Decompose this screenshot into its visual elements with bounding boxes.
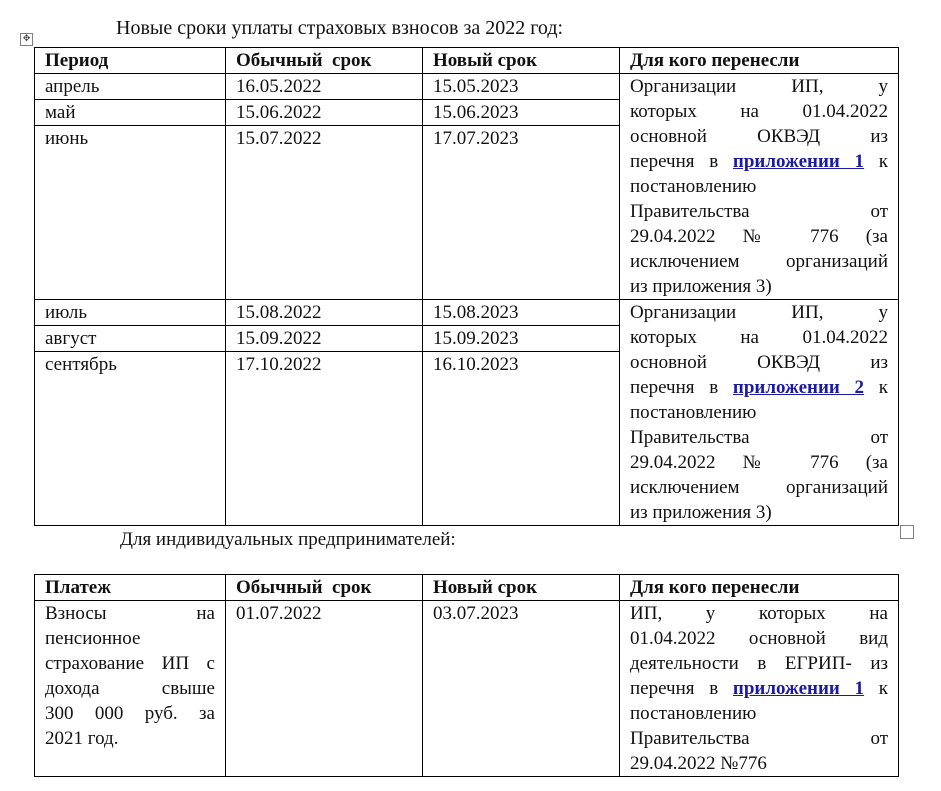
who-line-with-link [630, 149, 888, 174]
new-deadline-cell: 03.07.2023 [423, 601, 620, 777]
usual-deadline-cell: 15.08.2022 [226, 300, 423, 326]
header-who: Для кого перенесли [620, 575, 899, 601]
new-deadline-cell: 15.06.2023 [423, 100, 620, 126]
who-line: из приложения 3) [630, 276, 772, 297]
entrepreneurs-deadlines-table [34, 574, 899, 777]
page-title: Новые сроки уплаты страховых взносов за 2022 год: [116, 17, 564, 39]
who-line-with-link [630, 375, 888, 400]
appendix-2-link[interactable]: приложении 2 [732, 377, 865, 398]
payment-cell [35, 601, 226, 777]
who-text: перечня в [630, 678, 733, 699]
who-text: перечня в [630, 151, 733, 172]
who-line-with-link [630, 676, 888, 701]
who-line: из приложения 3) [630, 502, 772, 523]
new-deadline-cell: 15.08.2023 [423, 300, 620, 326]
usual-deadline-cell: 15.07.2022 [226, 126, 423, 300]
payment-line: страхование ИП с [45, 653, 215, 674]
appendix-1-link[interactable]: приложении 1 [732, 151, 865, 172]
who-line: которых на 01.04.2022 [630, 327, 888, 348]
table-row [35, 74, 899, 100]
who-cell [620, 74, 899, 300]
period-cell: апрель [35, 74, 226, 100]
who-text: к [864, 151, 888, 172]
table-resize-handle-icon[interactable] [900, 525, 914, 539]
header-period: Период [35, 48, 226, 74]
header-who: Для кого перенесли [620, 48, 899, 74]
period-cell: август [35, 326, 226, 352]
who-cell [620, 300, 899, 526]
table-row [35, 601, 899, 777]
header-usual-deadline: Обычный срок [226, 48, 423, 74]
new-deadline-cell: 17.07.2023 [423, 126, 620, 300]
table-header-row [35, 575, 899, 601]
who-cell [620, 601, 899, 777]
usual-deadline-cell: 01.07.2022 [226, 601, 423, 777]
insurance-deadlines-table [34, 47, 899, 526]
table-header-row [35, 48, 899, 74]
payment-line: 2021 год. [45, 728, 119, 749]
who-line: 29.04.2022 №776 [630, 753, 767, 774]
usual-deadline-cell: 17.10.2022 [226, 352, 423, 526]
payment-line: пенсионное [45, 628, 141, 649]
who-line: постановлению [630, 176, 757, 197]
who-line: постановлению [630, 703, 757, 724]
who-line: 29.04.2022 № 776 (за [630, 226, 888, 247]
payment-line: 300 000 руб. за [45, 703, 215, 724]
usual-deadline-cell: 16.05.2022 [226, 74, 423, 100]
who-text: перечня в [630, 377, 733, 398]
who-line: исключением организаций [630, 477, 888, 498]
who-text: к [864, 678, 888, 699]
who-line: деятельности в ЕГРИП- из [630, 653, 888, 674]
new-deadline-cell: 15.05.2023 [423, 74, 620, 100]
payment-line: Взносы на [45, 603, 215, 624]
header-new-deadline: Новый срок [423, 575, 620, 601]
header-payment: Платеж [35, 575, 226, 601]
who-line: Организации ИП, у [630, 76, 888, 97]
header-usual-deadline: Обычный срок [226, 575, 423, 601]
new-deadline-cell: 15.09.2023 [423, 326, 620, 352]
who-line: Организации ИП, у [630, 302, 888, 323]
who-line: Правительства от [630, 427, 888, 448]
payment-line: дохода свыше [45, 678, 215, 699]
new-deadline-cell: 16.10.2023 [423, 352, 620, 526]
who-line: Правительства от [630, 728, 888, 749]
table-move-handle-icon[interactable]: ✥ [20, 33, 33, 46]
who-line: ИП, у которых на [630, 603, 888, 624]
who-line: которых на 01.04.2022 [630, 101, 888, 122]
usual-deadline-cell: 15.06.2022 [226, 100, 423, 126]
period-cell: сентябрь [35, 352, 226, 526]
appendix-1-link[interactable]: приложении 1 [732, 678, 865, 699]
who-text: к [864, 377, 888, 398]
who-line: 01.04.2022 основной вид [630, 628, 888, 649]
section-subtitle: Для индивидуальных предпринимателей: [120, 529, 456, 550]
who-line: основной ОКВЭД из [630, 352, 888, 373]
period-cell: июль [35, 300, 226, 326]
table-row [35, 300, 899, 326]
who-line: исключением организаций [630, 251, 888, 272]
period-cell: июнь [35, 126, 226, 300]
who-line: постановлению [630, 402, 757, 423]
period-cell: май [35, 100, 226, 126]
usual-deadline-cell: 15.09.2022 [226, 326, 423, 352]
who-line: основной ОКВЭД из [630, 126, 888, 147]
who-line: Правительства от [630, 201, 888, 222]
header-new-deadline: Новый срок [423, 48, 620, 74]
who-line: 29.04.2022 № 776 (за [630, 452, 888, 473]
